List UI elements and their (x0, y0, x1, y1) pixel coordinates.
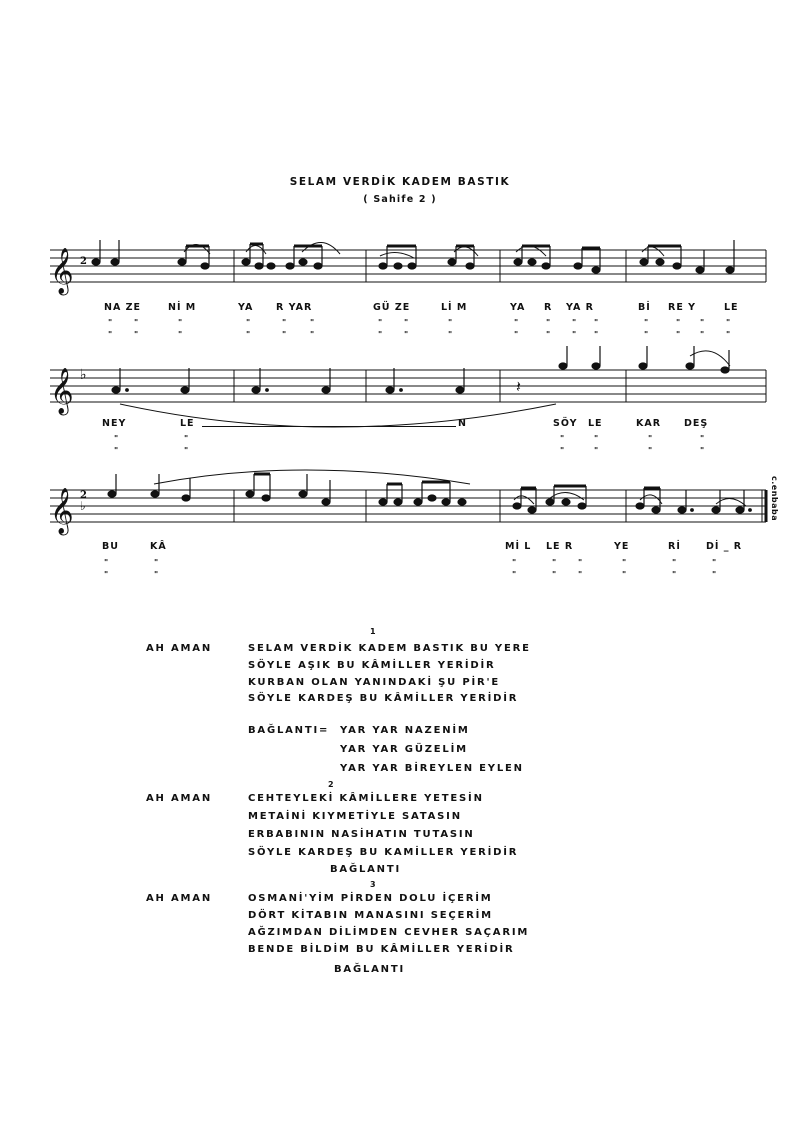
ditto-mark: " (560, 434, 565, 443)
page-subtitle: ( Sahife 2 ) (363, 194, 437, 205)
lyric-syllable: NA ZE (104, 302, 141, 313)
lyric-syllable: GÜ ZE (373, 302, 411, 313)
lyric-syllable: Rİ (668, 541, 681, 552)
ditto-mark: " (378, 318, 383, 327)
ditto-mark: " (310, 318, 315, 327)
lyric-syllable: KÂ (150, 541, 167, 552)
ditto-mark: " (134, 318, 139, 327)
verse-line: KURBAN OLAN YANINDAKİ ŞU PİR'E (248, 677, 500, 688)
ditto-mark: " (648, 434, 653, 443)
ditto-mark: " (108, 318, 113, 327)
verse-number: 2 (328, 780, 334, 789)
ditto-mark: " (622, 570, 627, 579)
ditto-mark: " (514, 318, 519, 327)
ditto-mark: " (448, 318, 453, 327)
ditto-mark: " (672, 558, 677, 567)
lyric-syllable: R (544, 302, 553, 313)
ditto-mark: " (134, 330, 139, 339)
verse-line: BENDE BİLDİM BU KÂMİLLER YERİDİR (248, 944, 515, 955)
lyric-syllable: BU (102, 541, 119, 552)
ditto-mark: " (594, 318, 599, 327)
verse-prefix: AH AMAN (146, 893, 212, 904)
ditto-mark: " (676, 330, 681, 339)
staff-2 (50, 370, 766, 402)
verse-line: SÖYLE KARDEŞ BU KAMİLLER YERİDİR (248, 847, 519, 858)
ditto-mark: " (700, 446, 705, 455)
refrain-line: YAR YAR GÜZELİM (340, 744, 468, 755)
lyric-syllable: Bİ (638, 302, 651, 313)
ditto-mark: " (672, 570, 677, 579)
ditto-mark: " (644, 330, 649, 339)
staff-1-notes (92, 240, 734, 273)
ditto-mark: " (552, 558, 557, 567)
ditto-mark: " (310, 330, 315, 339)
ditto-mark: " (114, 434, 119, 443)
ditto-mark: " (700, 330, 705, 339)
verse-line: CEHTEYLEKİ KÂMİLLERE YETESİN (248, 793, 484, 804)
refrain-line: YAR YAR BİREYLEN EYLEN (340, 763, 524, 774)
svg-text:2: 2 (80, 490, 87, 501)
ditto-mark: " (712, 570, 717, 579)
ditto-mark: " (644, 318, 649, 327)
verse-line: DÖRT KİTABIN MANASINI SEÇERİM (248, 910, 493, 921)
composer-side-label: c.enbaba (770, 476, 779, 522)
ditto-mark: " (404, 318, 409, 327)
ditto-mark: " (514, 330, 519, 339)
lyric-syllable: Lİ M (441, 302, 468, 313)
lyric-syllable: LE R (546, 541, 574, 552)
verse-line: SÖYLE AŞIK BU KÂMİLLER YERİDİR (248, 660, 496, 671)
ditto-mark: " (578, 570, 583, 579)
refrain-line: YAR YAR NAZENİM (340, 725, 470, 736)
ditto-mark: " (712, 558, 717, 567)
ditto-mark: " (700, 434, 705, 443)
ditto-mark: " (578, 558, 583, 567)
lyric-syllable: R YAR (276, 302, 313, 313)
ditto-mark: " (246, 318, 251, 327)
lyric-syllable: YA (238, 302, 254, 313)
refrain-reference: BAĞLANTI (330, 864, 401, 875)
ditto-mark: " (282, 318, 287, 327)
ditto-mark: " (246, 330, 251, 339)
ditto-mark: " (104, 558, 109, 567)
ditto-mark: " (178, 330, 183, 339)
verse-number: 3 (370, 880, 376, 889)
treble-clef-icon: 𝄞 (50, 368, 74, 414)
ditto-mark: " (572, 330, 577, 339)
lyric-syllable: LE (724, 302, 739, 313)
lyric-syllable: NEY (102, 418, 127, 429)
ditto-mark: " (114, 446, 119, 455)
flat-icon: ♭ (80, 499, 86, 513)
verse-line: ERBABININ NASİHATIN TUTASIN (248, 829, 475, 840)
ditto-mark: " (726, 330, 731, 339)
lyric-syllable: LE (180, 418, 195, 429)
verse-prefix: AH AMAN (146, 643, 212, 654)
ditto-mark: " (546, 330, 551, 339)
page-title: SELAM VERDİK KADEM BASTIK (289, 176, 511, 188)
lyric-syllable: DEŞ (684, 418, 709, 429)
ditto-mark: " (726, 318, 731, 327)
verse-line: METAİNİ KIYMETİYLE SATASIN (248, 811, 462, 822)
ditto-mark: " (154, 570, 159, 579)
lyric-syllable: Mİ L (505, 541, 532, 552)
lyric-syllable: YA (510, 302, 526, 313)
lyric-syllable: YE (614, 541, 630, 552)
ditto-mark: " (676, 318, 681, 327)
refrain-reference: BAĞLANTI (334, 964, 405, 975)
ditto-mark: " (154, 558, 159, 567)
ditto-mark: " (700, 318, 705, 327)
flat-icon: ♭ (80, 367, 87, 383)
verse-line: SELAM VERDİK KADEM BASTIK BU YERE (248, 643, 531, 654)
ditto-mark: " (512, 570, 517, 579)
ditto-mark: " (184, 446, 189, 455)
ditto-mark: " (560, 446, 565, 455)
lyric-syllable: RE Y (668, 302, 696, 313)
verse-line: OSMANİ'YİM PİRDEN DOLU İÇERİM (248, 893, 493, 904)
verse-number: 1 (370, 627, 376, 636)
ditto-mark: " (594, 434, 599, 443)
ditto-mark: " (594, 446, 599, 455)
verse-line: SÖYLE KARDEŞ BU KÂMİLLER YERİDİR (248, 693, 519, 704)
lyric-syllable: SÖY (553, 418, 578, 429)
rest-icon: 𝄽 (516, 377, 521, 396)
verse-prefix: AH AMAN (146, 793, 212, 804)
ditto-mark: " (546, 318, 551, 327)
treble-clef-icon: 𝄞 (50, 488, 74, 534)
svg-text:2: 2 (80, 256, 87, 267)
lyric-syllable: Nİ M (168, 302, 197, 313)
ditto-mark: " (282, 330, 287, 339)
ditto-mark: " (448, 330, 453, 339)
ditto-mark: " (622, 558, 627, 567)
ditto-mark: " (594, 330, 599, 339)
lyric-syllable: LE (588, 418, 603, 429)
ditto-mark: " (378, 330, 383, 339)
ditto-mark: " (512, 558, 517, 567)
lyric-syllable: Dİ _ R (706, 541, 743, 552)
ditto-mark: " (184, 434, 189, 443)
refrain-label: BAĞLANTI= (248, 725, 330, 736)
ditto-mark: " (648, 446, 653, 455)
ditto-mark: " (108, 330, 113, 339)
lyric-syllable: YA R (566, 302, 594, 313)
verse-line: AĞZIMDAN DİLİMDEN CEVHER SAÇARIM (248, 927, 530, 938)
treble-clef-icon: 𝄞 (50, 248, 74, 294)
ditto-mark: " (104, 570, 109, 579)
ditto-mark: " (552, 570, 557, 579)
ditto-mark: " (572, 318, 577, 327)
melisma-line (202, 426, 456, 427)
lyric-syllable: KAR (636, 418, 662, 429)
ditto-mark: " (404, 330, 409, 339)
ditto-mark: " (178, 318, 183, 327)
staff-3-notes (108, 474, 751, 513)
lyric-syllable: N (458, 418, 467, 429)
